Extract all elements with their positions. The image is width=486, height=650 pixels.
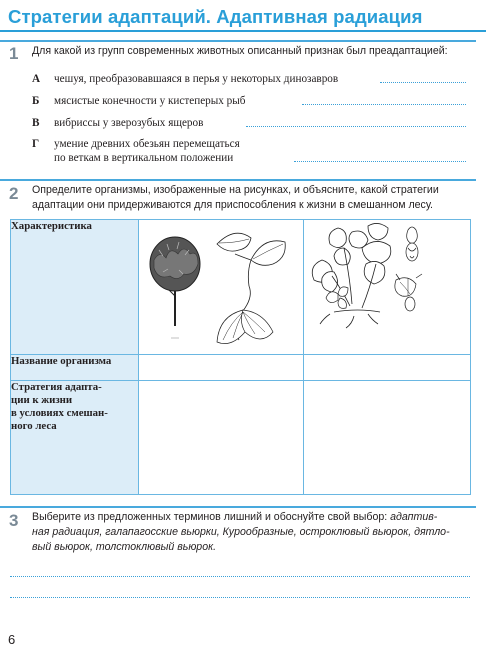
tree-icon (147, 234, 205, 338)
task3-question-line1 (32, 510, 437, 525)
page-title: Стратегии адаптаций. Адаптивная радиация (8, 6, 423, 27)
answer-cell-strategy-1[interactable] (139, 381, 304, 495)
answer-field-d[interactable] (294, 161, 466, 162)
option-text: чешуя, преобразовавшаяся в перья у некоторых динозавров (54, 73, 339, 85)
task2-number: 2 (9, 184, 19, 203)
task3-divider (0, 506, 476, 508)
title-rule (0, 30, 486, 32)
task2-question-line1: Определите организмы, изображенные на рисунках, и объясните, какой стратегии (32, 184, 439, 196)
answer-cell-name-1[interactable] (139, 355, 304, 381)
cell-picture-2 (304, 220, 471, 355)
task3-number: 3 (9, 511, 19, 530)
option-letter: Г (32, 138, 40, 150)
option-letter: А (32, 73, 41, 85)
option-text: по веткам в вертикальном положении (54, 152, 234, 164)
strategy-label-line: ции к жизни (11, 394, 73, 406)
tree-and-samara-illustration (139, 220, 304, 354)
task3-terms-start: адаптив- (390, 511, 438, 523)
task2-question-line2: адаптации они придерживаются для приспособления к жизни в смешанном лесу. (32, 199, 433, 211)
answer-field-c[interactable] (246, 126, 466, 127)
task3-terms-end: вый вьюрок, толстоклювый вьюрок. (32, 541, 217, 553)
page-number: 6 (8, 632, 16, 647)
answer-field-a[interactable] (380, 82, 466, 83)
task1-divider (0, 40, 476, 42)
organism-table (10, 219, 471, 495)
cell-picture-1 (139, 220, 304, 355)
wood-sorrel-illustration (304, 220, 471, 354)
option-letter: Б (32, 95, 40, 107)
option-text: мясистые конечности у кистеперых рыб (54, 95, 246, 107)
task2-divider (0, 179, 476, 181)
option-text: вибриссы у зверозубых ящеров (54, 117, 204, 129)
clover-leaf-icon (312, 223, 391, 292)
row-label-strategy (11, 381, 139, 495)
strategy-label-line: Стратегия адапта- (11, 381, 102, 393)
option-text: умение древних обезьян перемещаться (54, 138, 240, 150)
samara-seed-icon (217, 310, 273, 344)
task3-question-line2 (32, 525, 450, 540)
answer-line-2[interactable] (10, 597, 470, 598)
answer-cell-name-2[interactable] (304, 355, 471, 381)
task3-question-line3 (32, 540, 216, 555)
seed-pod-icon (395, 227, 422, 311)
task1-question: Для какой из групп современных животных описанный признак был преадаптацией: (32, 45, 448, 57)
strategy-label-line: в условиях смешан- (11, 407, 108, 419)
answer-line-1[interactable] (10, 576, 470, 577)
strategy-label-line: ного леса (11, 420, 57, 432)
task1-number: 1 (9, 44, 19, 63)
task3-terms: ная радиация, галапагосские вьюрки, Курообразные, остроклювый вьюрок, дятло- (32, 526, 450, 538)
row-label-organism-name: Название организма (11, 355, 139, 381)
answer-cell-strategy-2[interactable] (304, 381, 471, 495)
answer-field-b[interactable] (302, 104, 466, 105)
task3-prompt: Выберите из предложенных терминов лишний и обоснуйте свой выбор: (32, 511, 391, 523)
option-letter: В (32, 117, 40, 129)
row-label-characteristic: Характеристика (11, 220, 139, 355)
